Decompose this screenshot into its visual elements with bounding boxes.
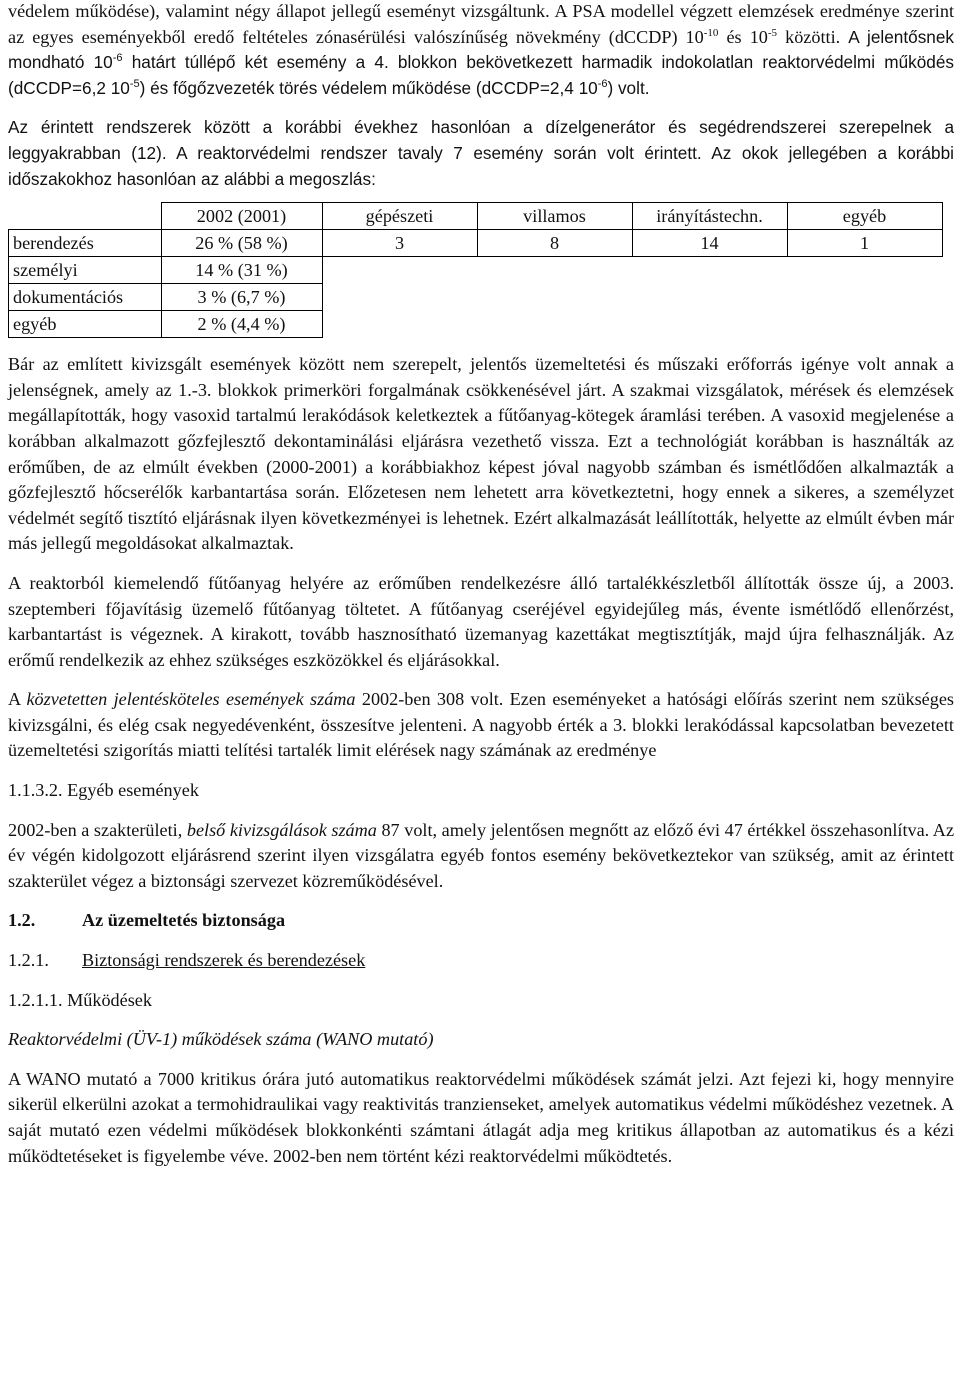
table-row [9, 257, 943, 284]
table-corner-cell [9, 203, 162, 230]
table-cell: 3 % (6,7 %) [161, 284, 322, 311]
table-header-row [9, 203, 943, 230]
table-header-cell: gépészeti [322, 203, 477, 230]
paragraph-indirect-text-a: A [8, 689, 27, 710]
table-row [9, 230, 943, 257]
paragraph-psa-text-d: A jelentősnek mondható 10 [8, 26, 955, 73]
heading-number: 1.2.1. [8, 950, 49, 971]
table-cell: 2 % (4,4 %) [161, 311, 322, 338]
paragraph-affected-systems: Az érintett rendszerek között a korábbi évekhez hasonlóan a dízelgenerátor és segédrendszerei szerepelnek a leggyakrabban (12). A reaktorvédelmi rendszer tavaly 7 esemény során volt érintett. Az okok jellegében a korábbi időszakokhoz hasonlóan az alábbi a megoszlás: [8, 117, 954, 189]
superscript: -6 [112, 52, 123, 65]
table-header-cell: 2002 (2001) [161, 203, 322, 230]
heading-title: Az üzemeltetés biztonsága [82, 910, 286, 931]
paragraph-psa-text-g: ) volt. [607, 77, 650, 98]
paragraph-internal-investigations [8, 818, 954, 895]
table-cell: 14 % (31 %) [161, 257, 322, 284]
paragraph-psa-text-c: közötti. [777, 26, 849, 47]
paragraph-internal-text-a: 2002-ben a szakterületi, [8, 819, 187, 840]
table-row [9, 311, 943, 338]
table-cell: 1 [787, 230, 942, 257]
paragraph-wano: A WANO mutató a 7000 kritikus órára jutó automatikus reaktorvédelmi működések számát jelzi. Azt fejezi ki, hogy mennyire sikerül elkerülni azokat a termohidraulikai vagy reaktivitás tranzienseket, amelyek automatikus védelmi működéshez vezetnek. A saját mutató ezen védelmi működések blokkonkénti számtani átlagát adja meg kritikus állapotban az automatikus és a kézi működtetéseket is figyelembe véve. 2002-ben nem történt kézi reaktorvédelmi működtetés. [8, 1068, 954, 1166]
table-row-label: egyéb [9, 311, 162, 338]
table-cell: 8 [477, 230, 632, 257]
heading-wano-indicator [8, 1027, 954, 1053]
superscript: -6 [597, 77, 608, 90]
heading-operational-safety [8, 908, 954, 934]
table-header-cell: villamos [477, 203, 632, 230]
table-cell: 26 % (58 %) [161, 230, 322, 257]
table-row-label: dokumentációs [9, 284, 162, 311]
paragraph-psa-text-b: és 10 [718, 26, 768, 47]
cause-distribution-table [8, 202, 943, 338]
paragraph-indirect-events [8, 687, 954, 764]
heading-other-events: 1.1.3.2. Egyéb események [8, 780, 199, 801]
table-row-label: berendezés [9, 230, 162, 257]
superscript: -10 [703, 26, 719, 39]
paragraph-psa-text-a: védelem működése), valamint négy állapot jellegű eseményt vizsgáltunk. A PSA modellel végzett elemzések eredménye szerint az egyes eseményekből eredő feltételes zónasérülési valószínűség növekmény (dCCDP) 10 [8, 1, 954, 47]
heading-operations: 1.2.1.1. Működések [8, 989, 152, 1010]
paragraph-psa [8, 0, 954, 101]
paragraph-iron-oxide: Bár az említett kivizsgált események között nem szerepelt, jelentős üzemeltetési és műszaki erőforrás igénye volt annak a jelenségnek, amely az 1.-3. blokkok primerköri forgalmának csökkenésével járt. A szakmai vizsgálatok, mérések és elemzések megállapították, hogy vasoxid tartalmú lerakódások keletkeztek a fűtőanyag-kötegek áramlási terében. A vasoxid megjelenése a korábban alkalmazott gőzfejlesztő dekontaminálási eljárásra vezethető vissza. Ezt a technológiát korábban is használták az erőműben, de az elmúlt években (2000-2001) a korábbiakhoz képest jóval nagyobb számban és ismétlődően alkalmazták a gőzfejlesztő hőcserélők karbantartása során. Előzetesen nem lehetett arra következtetni, hogy ennek a sikeres, a személyzet védelmét segítő tisztító eljárásnak ilyen következményei is lehetnek. Ezért alkalmazását leállították, helyette az elmúlt évben már más jellegű megoldásokat alkalmaztak. [8, 354, 954, 554]
paragraph-indirect-text-b: 2002-ben 308 volt. Ezen eseményeket a hatósági előírás szerint nem szükséges kivizsgálni, és elég csak negyedévenként, összesítve jelenteni. A nagyobb érték a 3. blokki lerakódással kapcsolatban bevezetett üzemeltetési szigorítás miatti telítési tartalék limit elérések nagy számának az eredménye [8, 689, 954, 761]
emphasis-text: közvetetten jelentésköteles események száma [26, 689, 356, 710]
table-header-cell: irányítástechn. [632, 203, 787, 230]
paragraph-fuel: A reaktorból kiemelendő fűtőanyag helyére az erőműben rendelkezésre álló tartalékkészletből állították össze új, a 2003. szeptemberi főjavításig üzemelő fűtőanyag töltetet. A fűtőanyag cseréjével egyidejűleg más, évente ismétlődő ellenőrzést, karbantartást is végeznek. A kirakott, tovább hasznosítható üzemanyag kazettákat megtisztítják, majd újra felhasználják. Az erőmű rendelkezik az ehhez szükséges eszközökkel és eljárásokkal. [8, 572, 954, 670]
table-header-cell: egyéb [787, 203, 942, 230]
table-cell: 14 [632, 230, 787, 257]
paragraph-internal-text-b: 87 volt, amely jelentősen megnőtt az előző évi 47 értékkel összehasonlítva. Az év végén kidolgozott eljárásrend szerint ilyen vizsgálatra egyéb fontos esemény bekövetkeztekor van szükség, amit az érintett szakterület végez a biztonsági szervezet közreműködésével. [8, 819, 955, 891]
superscript: -5 [129, 77, 140, 90]
heading-safety-systems [8, 948, 954, 974]
table-row-label: személyi [9, 257, 162, 284]
table-cell: 3 [322, 230, 477, 257]
paragraph-psa-text-e: határt túllépő két esemény a 4. blokkon bekövetkezett harmadik indokolatlan reaktorvédelmi működés (dCCDP=6,2 10 [8, 52, 954, 98]
heading-title: Biztonsági rendszerek és berendezések [82, 950, 366, 971]
table-row [9, 284, 943, 311]
paragraph-psa-text-f: ) és főgőzvezeték törés védelem működése (dCCDP=2,4 10 [139, 77, 598, 98]
superscript: -5 [767, 26, 778, 39]
emphasis-text: Reaktorvédelmi (ÜV-1) működések száma (WANO mutató) [8, 1029, 434, 1050]
emphasis-text: belső kivizsgálások száma [186, 819, 377, 840]
heading-number: 1.2. [8, 910, 36, 931]
document-page [8, 0, 954, 1169]
